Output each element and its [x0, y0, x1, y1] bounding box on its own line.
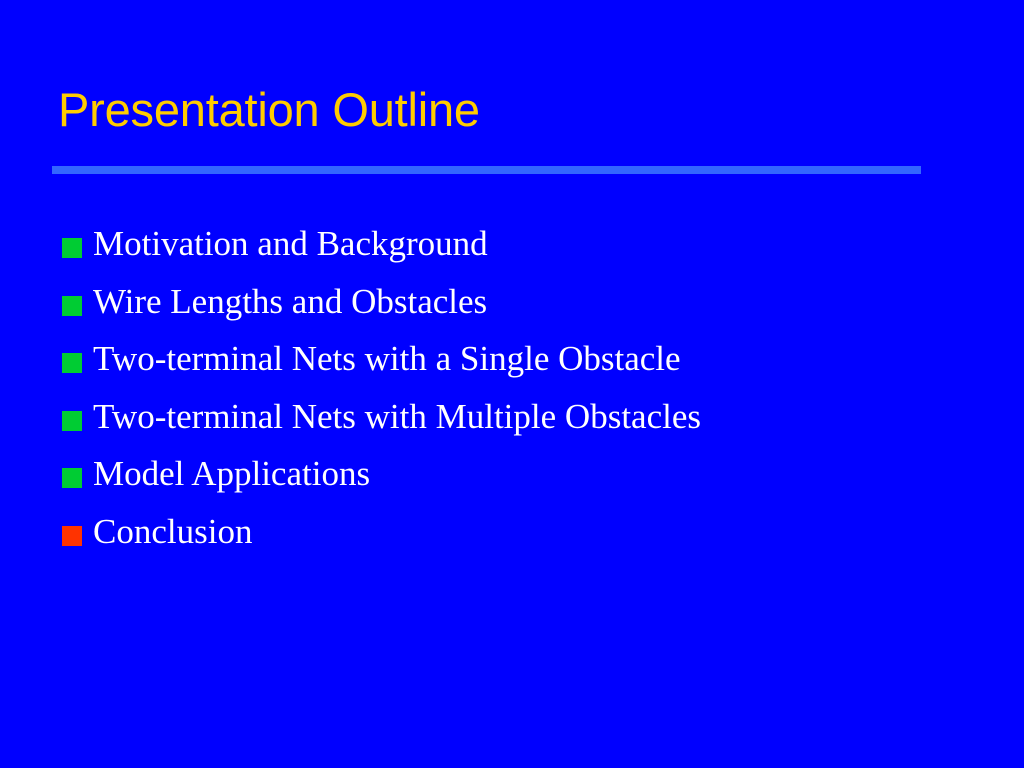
square-bullet-icon: [62, 526, 82, 546]
outline-item-label: Conclusion: [93, 511, 253, 551]
outline-item-label: Two-terminal Nets with a Single Obstacle: [93, 339, 681, 378]
square-bullet-icon: [62, 353, 82, 373]
outline-item-label: Wire Lengths and Obstacles: [93, 281, 488, 321]
title-divider: [52, 166, 921, 174]
slide-title: Presentation Outline: [58, 83, 480, 136]
outline-item-label: Two-terminal Nets with Multiple Obstacles: [93, 396, 701, 436]
outline-item-label: Model Applications: [93, 454, 371, 493]
square-bullet-icon: [62, 468, 82, 488]
square-bullet-icon: [62, 411, 82, 431]
square-bullet-icon: [62, 238, 82, 258]
outline-item-label: Motivation and Background: [93, 224, 488, 263]
square-bullet-icon: [62, 296, 82, 316]
